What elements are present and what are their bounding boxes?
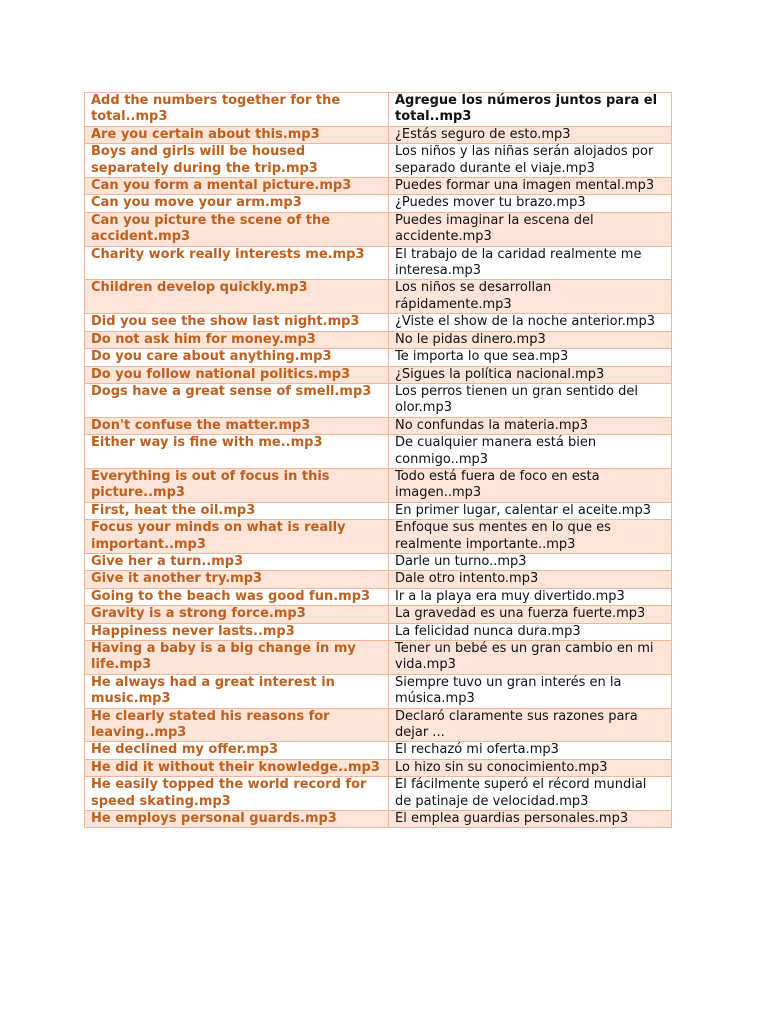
spanish-phrase-cell: Enfoque sus mentes en lo que es realmente importante..mp3	[389, 520, 672, 554]
spanish-phrase-cell: De cualquier manera está bien conmigo..mp3	[389, 435, 672, 469]
english-phrase-cell: Can you move your arm.mp3	[85, 195, 389, 212]
spanish-phrase-cell: Los perros tienen un gran sentido del olor.mp3	[389, 383, 672, 417]
table-row	[85, 314, 672, 331]
spanish-phrase-cell: La gravedad es una fuerza fuerte.mp3	[389, 606, 672, 623]
english-phrase-cell: Dogs have a great sense of smell.mp3	[85, 383, 389, 417]
english-phrase-cell: Did you see the show last night.mp3	[85, 314, 389, 331]
english-phrase-cell: Boys and girls will be housed separately during the trip.mp3	[85, 144, 389, 178]
english-phrase-cell: Happiness never lasts..mp3	[85, 623, 389, 640]
english-phrase-cell: Do you follow national politics.mp3	[85, 366, 389, 383]
spanish-phrase-cell: Él fácilmente superó el récord mundial de patinaje de velocidad.mp3	[389, 777, 672, 811]
table-row	[85, 280, 672, 314]
spanish-phrase-cell: Todo está fuera de foco en esta imagen..mp3	[389, 468, 672, 502]
english-phrase-cell: Don't confuse the matter.mp3	[85, 417, 389, 434]
english-phrase-cell: He did it without their knowledge..mp3	[85, 759, 389, 776]
table-row	[85, 811, 672, 828]
spanish-phrase-cell: Los niños y las niñas serán alojados por separado durante el viaje.mp3	[389, 144, 672, 178]
english-phrase-cell: First, heat the oil.mp3	[85, 502, 389, 519]
english-phrase-cell: He clearly stated his reasons for leaving..mp3	[85, 708, 389, 742]
table-row	[85, 674, 672, 708]
english-phrase-cell: Having a baby is a big change in my life.mp3	[85, 641, 389, 675]
spanish-phrase-cell: No le pidas dinero.mp3	[389, 331, 672, 348]
table-row	[85, 708, 672, 742]
english-phrase-cell: He declined my offer.mp3	[85, 742, 389, 759]
phrase-table-body	[85, 93, 672, 828]
spanish-phrase-cell: ¿Estás seguro de esto.mp3	[389, 126, 672, 143]
table-header-row	[85, 93, 672, 127]
spanish-phrase-cell: Siempre tuvo un gran interés en la música.mp3	[389, 674, 672, 708]
english-phrase-cell: Give her a turn..mp3	[85, 553, 389, 570]
table-row	[85, 435, 672, 469]
spanish-phrase-cell: Te importa lo que sea.mp3	[389, 349, 672, 366]
spanish-phrase-cell: El trabajo de la caridad realmente me interesa.mp3	[389, 246, 672, 280]
spanish-phrase-cell: Ir a la playa era muy divertido.mp3	[389, 588, 672, 605]
english-phrase-cell: Can you form a mental picture.mp3	[85, 178, 389, 195]
spanish-phrase-cell: Lo hizo sin su conocimiento.mp3	[389, 759, 672, 776]
english-phrase-cell: Focus your minds on what is really important..mp3	[85, 520, 389, 554]
table-row	[85, 383, 672, 417]
table-row	[85, 606, 672, 623]
spanish-phrase-cell: ¿Sigues la política nacional.mp3	[389, 366, 672, 383]
table-row	[85, 195, 672, 212]
english-phrase-cell: Give it another try.mp3	[85, 571, 389, 588]
english-phrase-cell: Everything is out of focus in this picture..mp3	[85, 468, 389, 502]
english-phrase-cell: Are you certain about this.mp3	[85, 126, 389, 143]
spanish-phrase-cell: Declaró claramente sus razones para dejar ...	[389, 708, 672, 742]
english-phrase-cell: Children develop quickly.mp3	[85, 280, 389, 314]
table-row	[85, 588, 672, 605]
english-phrase-cell: He easily topped the world record for speed skating.mp3	[85, 777, 389, 811]
english-phrase-cell: He always had a great interest in music.mp3	[85, 674, 389, 708]
english-phrase-cell: Either way is fine with me..mp3	[85, 435, 389, 469]
spanish-phrase-cell: No confundas la materia.mp3	[389, 417, 672, 434]
table-row	[85, 468, 672, 502]
table-row	[85, 553, 672, 570]
english-phrase-cell: Do you care about anything.mp3	[85, 349, 389, 366]
english-phrase-cell: Gravity is a strong force.mp3	[85, 606, 389, 623]
spanish-phrase-cell: En primer lugar, calentar el aceite.mp3	[389, 502, 672, 519]
table-row	[85, 178, 672, 195]
table-row	[85, 126, 672, 143]
english-phrase-cell: Going to the beach was good fun.mp3	[85, 588, 389, 605]
table-row	[85, 349, 672, 366]
table-row	[85, 502, 672, 519]
table-row	[85, 623, 672, 640]
table-row	[85, 742, 672, 759]
table-row	[85, 331, 672, 348]
spanish-phrase-cell: Los niños se desarrollan rápidamente.mp3	[389, 280, 672, 314]
spanish-phrase-cell: Dale otro intento.mp3	[389, 571, 672, 588]
table-row	[85, 571, 672, 588]
table-row	[85, 246, 672, 280]
english-phrase-cell: He employs personal guards.mp3	[85, 811, 389, 828]
spanish-phrase-cell: Puedes formar una imagen mental.mp3	[389, 178, 672, 195]
phrase-table	[84, 92, 672, 828]
table-row	[85, 759, 672, 776]
english-phrase-cell: Can you picture the scene of the accident.mp3	[85, 212, 389, 246]
table-row	[85, 144, 672, 178]
english-phrase-cell: Do not ask him for money.mp3	[85, 331, 389, 348]
table-row	[85, 366, 672, 383]
table-row	[85, 520, 672, 554]
spanish-phrase-cell: Él emplea guardias personales.mp3	[389, 811, 672, 828]
english-phrase-cell: Charity work really interests me.mp3	[85, 246, 389, 280]
spanish-phrase-cell: Puedes imaginar la escena del accidente.mp3	[389, 212, 672, 246]
spanish-phrase-cell: ¿Puedes mover tu brazo.mp3	[389, 195, 672, 212]
header-english-cell: Add the numbers together for the total..mp3	[85, 93, 389, 127]
table-row	[85, 212, 672, 246]
table-row	[85, 641, 672, 675]
spanish-phrase-cell: ¿Viste el show de la noche anterior.mp3	[389, 314, 672, 331]
spanish-phrase-cell: Darle un turno..mp3	[389, 553, 672, 570]
table-row	[85, 417, 672, 434]
spanish-phrase-cell: La felicidad nunca dura.mp3	[389, 623, 672, 640]
spanish-phrase-cell: Él rechazó mi oferta.mp3	[389, 742, 672, 759]
table-row	[85, 777, 672, 811]
header-spanish-cell: Agregue los números juntos para el total..mp3	[389, 93, 672, 127]
spanish-phrase-cell: Tener un bebé es un gran cambio en mi vida.mp3	[389, 641, 672, 675]
